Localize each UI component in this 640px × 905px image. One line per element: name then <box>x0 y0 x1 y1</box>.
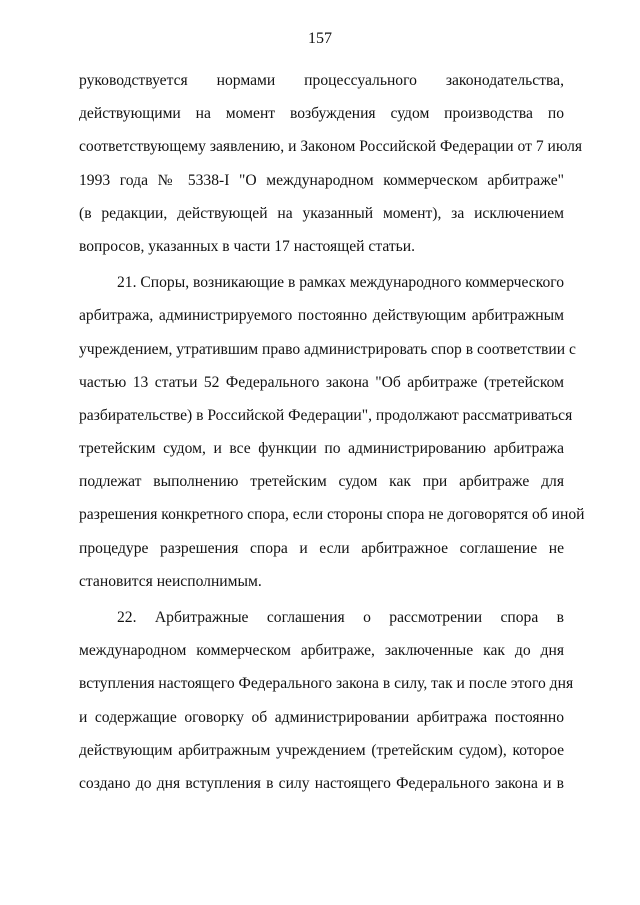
text-line: становится неисполнимым. <box>79 572 262 590</box>
text-line: арбитража, администрируемого постоянно действующим арбитражным <box>79 307 564 325</box>
text-line: разбирательстве) в Российской Федерации", продолжают рассматриваться <box>79 406 573 424</box>
text-line: разрешения конкретного спора, если стороны спора не договорятся об иной <box>79 506 585 524</box>
paragraph-continuation <box>79 64 583 263</box>
text-line: третейским судом, и все функции по администрированию арбитража <box>79 440 564 458</box>
text-line: частью 13 статьи 52 Федерального закона "Об арбитраже (третейском <box>79 373 564 391</box>
text-line: 22. Арбитражные соглашения о рассмотрении спора в <box>117 609 564 626</box>
document-body <box>79 64 585 800</box>
text-line: и содержащие оговорку об администрировании арбитража постоянно <box>79 708 564 726</box>
paragraph-22 <box>79 601 574 800</box>
text-line: (в редакции, действующей на указанный момент), за исключением <box>79 204 564 222</box>
text-line: действующим арбитражным учреждением (третейским судом), которое <box>79 741 564 759</box>
text-line: 1993 года № 5338-I "О международном коммерческом арбитраже" <box>79 171 564 189</box>
text-line: подлежат выполнению третейским судом как при арбитраже для <box>79 473 564 491</box>
text-line: соответствующему заявлению, и Законом Российской Федерации от 7 июля <box>79 138 583 156</box>
text-line: создано до дня вступления в силу настоящего Федерального закона и в <box>79 774 564 792</box>
page-number: 157 <box>308 30 332 47</box>
text-line: учреждением, утратившим право администрировать спор в соответствии с <box>79 340 576 358</box>
text-line: руководствуется нормами процессуального законодательства, <box>79 72 564 89</box>
text-line: 21. Споры, возникающие в рамках международного коммерческого <box>117 274 565 292</box>
text-line: процедуре разрешения спора и если арбитражное соглашение не <box>79 539 564 557</box>
text-line: действующими на момент возбуждения судом производства по <box>79 105 564 123</box>
text-line: вступления настоящего Федерального закона в силу, так и после этого дня <box>79 675 574 693</box>
paragraph-21 <box>79 266 585 598</box>
text-line: международном коммерческом арбитраже, заключенные как до дня <box>79 642 564 660</box>
text-line: вопросов, указанных в части 17 настоящей статьи. <box>79 237 416 255</box>
